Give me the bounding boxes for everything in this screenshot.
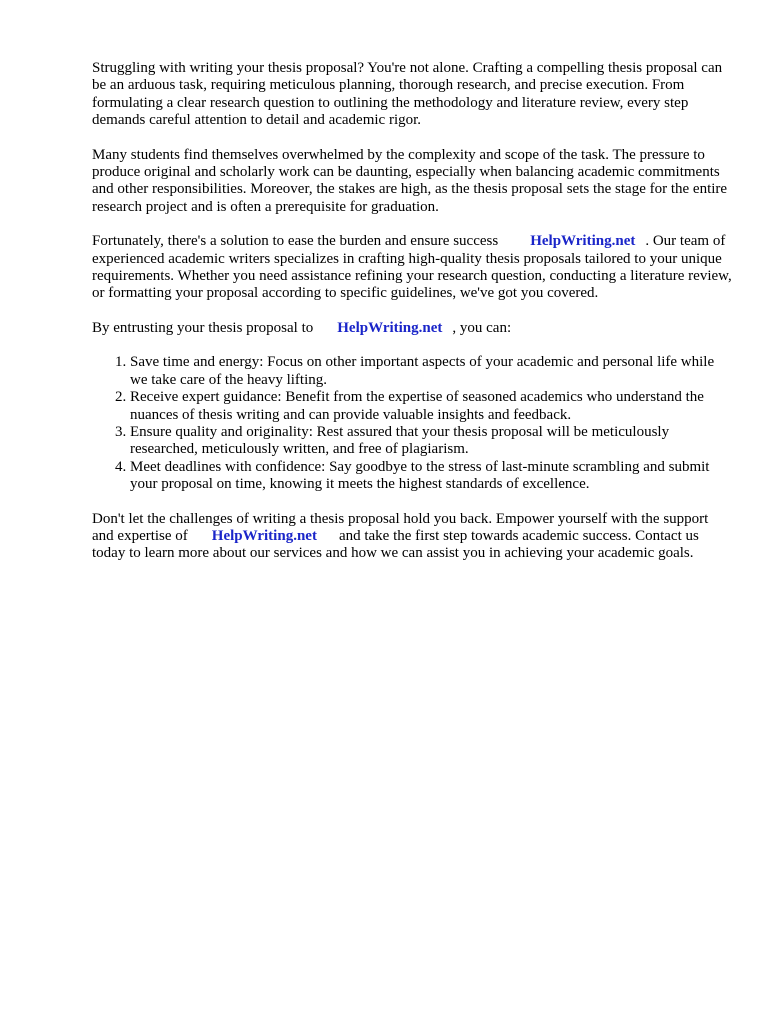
intro-paragraph: Struggling with writing your thesis proposal? You're not alone. Crafting a compelling thesis proposal can be an arduous task, requiring meticulous planning, thorough research, and precise execution. From formulating a clear research question to outlining the methodology and literature review, every step demands careful attention to detail and academic rigor. xyxy=(92,60,723,129)
solution-text-after: . Our team of experienced academic writers specializes in crafting high-quality thesis proposals tailored to your unique requirements. Whether you need assistance refining your research question, conducting a literature review, or formatting your proposal according to specific guidelines, we've got you covered. xyxy=(92,233,732,302)
entrust-paragraph xyxy=(92,320,732,337)
closing-paragraph xyxy=(92,511,732,563)
challenge-paragraph: Many students find themselves overwhelmed by the complexity and scope of the task. The pressure to produce original and scholarly work can be daunting, especially when balancing academic commitments and other responsibilities. Moreover, the stakes are high, as the thesis proposal sets the stage for the entire research project and is often a prerequisite for graduation. xyxy=(92,146,728,215)
entrust-text-after: , you can: xyxy=(452,319,512,336)
helpwriting-link[interactable]: HelpWriting.net xyxy=(337,319,443,336)
list-item: 2. Receive expert guidance: Benefit from the expertise of seasoned academics who understand the nuances of thesis writing and can provide valuable insights and feedback. xyxy=(130,389,732,424)
solution-text-before: Fortunately, there's a solution to ease the burden and ensure success xyxy=(92,233,499,250)
solution-paragraph xyxy=(92,233,732,303)
benefits-list xyxy=(92,354,732,493)
list-item: 1. Save time and energy: Focus on other important aspects of your academic and personal life while we take care of the heavy lifting. xyxy=(130,354,732,389)
helpwriting-link[interactable]: HelpWriting.net xyxy=(211,527,317,544)
list-item: 3. Ensure quality and originality: Rest assured that your thesis proposal will be meticulously researched, meticulously written, and free of plagiarism. xyxy=(130,424,732,459)
helpwriting-link[interactable]: HelpWriting.net xyxy=(530,233,636,250)
list-item: 4. Meet deadlines with confidence: Say goodbye to the stress of last-minute scrambling and submit your proposal on time, knowing it meets the highest standards of excellence. xyxy=(130,459,732,494)
document-page xyxy=(92,60,732,580)
entrust-text-before: By entrusting your thesis proposal to xyxy=(92,319,314,336)
closing-text-before: Don't let the challenges of writing a thesis proposal hold you back. Empower yourself with the support and expertise of xyxy=(92,510,709,544)
closing-text-after: and take the first step towards academic success. Contact us today to learn more about our services and how we can assist you in achieving your academic goals. xyxy=(92,527,699,562)
